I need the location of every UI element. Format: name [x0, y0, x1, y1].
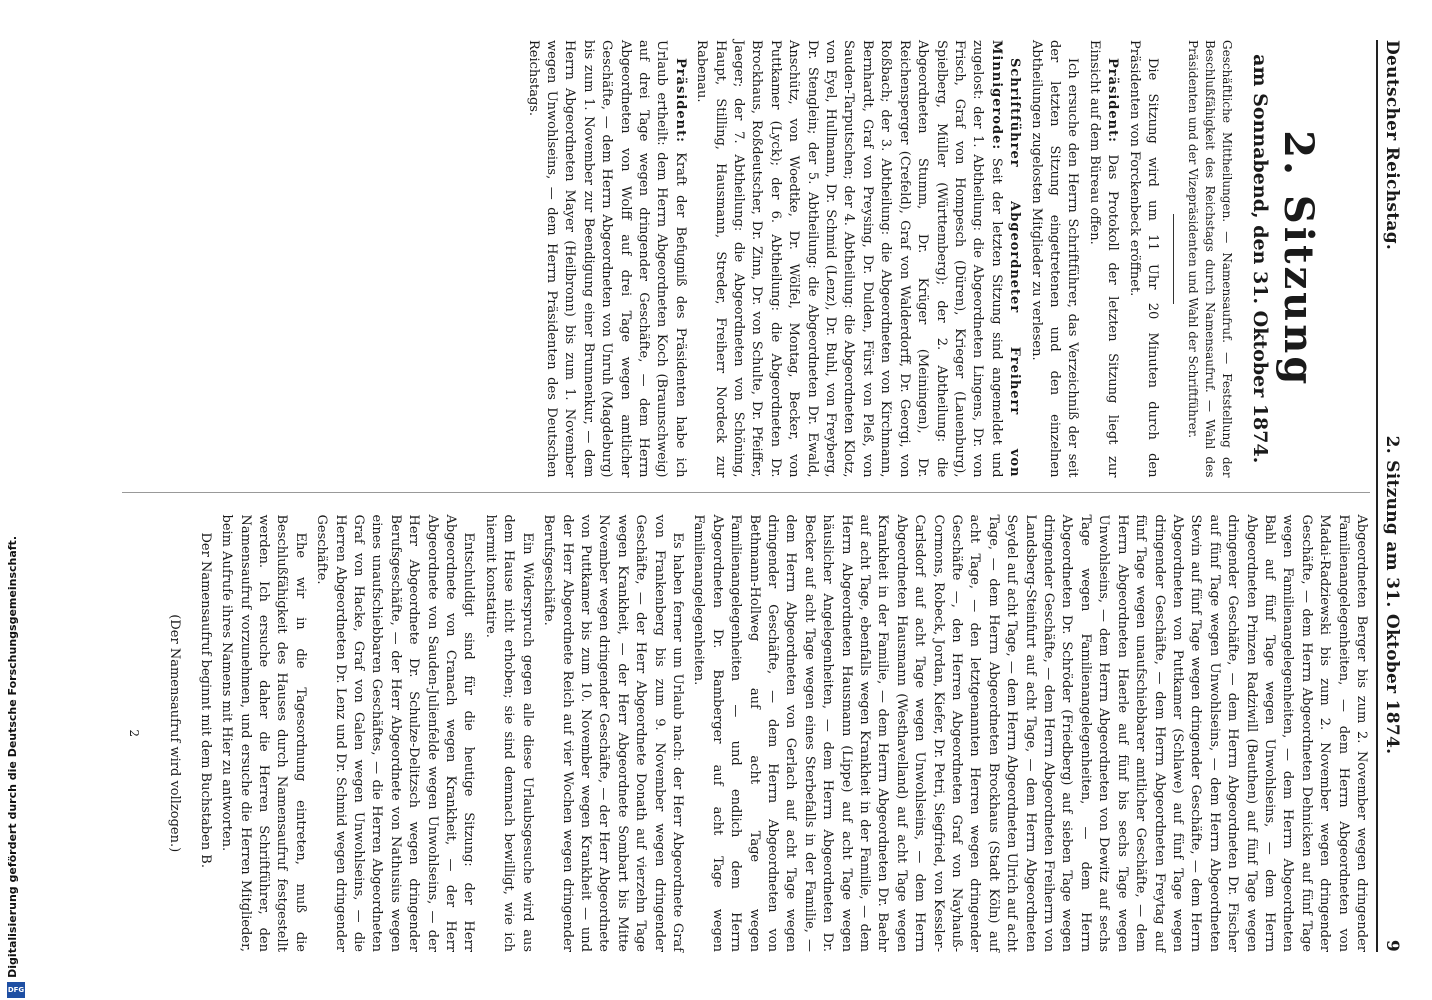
left-column — [122, 40, 1370, 493]
sitting-title: 2. Sitzung — [1275, 130, 1322, 388]
paragraph: Der Namensaufruf beginnt mit dem Buchstaben B. — [197, 532, 213, 868]
paragraph: Ehe wir in die Tagesordnung eintreten, muß die Beschlußfähigkeit des Hauses durch Namensaufruf festgestellt werden. Ich ersuche daher die Herren Schriftführer, den Namensaufruf vorzunehmen, und ersuche die Herren Mitglieder, beim Aufrufe ihres Namens mit Hier zu antworten. — [219, 514, 308, 952]
text-columns — [122, 40, 1370, 952]
running-head — [1376, 40, 1402, 952]
dfg-logo-icon: DFG — [7, 982, 25, 998]
paragraph — [692, 40, 1023, 478]
paragraph: Die Sitzung wird um 11 Uhr 20 Minuten durch den Präsidenten von Forckenbeck eröffnet. — [1126, 40, 1160, 478]
paragraph — [523, 40, 689, 478]
digitization-footer — [6, 0, 26, 1000]
paragraph: Es haben ferner um Urlaub nach: der Herr Abgeordnete Graf von Frankenberg bis zum 9. November wegen dringender Geschäfte, — der Herr Abgeordnete Donath auf vierzehn Tage wegen Krankheit, — der Herr Abgeordnete Sombart bis Mitte November wegen dringender Geschäfte, — der Herr Abgeordnete von Puttkamer bis zum 10. November wegen Krankheit — und der Herr Abgeordnete Reich auf vier Wochen wegen dringender Berufsgeschäfte. — [541, 514, 685, 952]
speaker-label: Schriftführer Abgeordneter Freiherr von Minnigerode: — [988, 40, 1023, 478]
speaker-label: Präsident: — [672, 58, 688, 143]
agenda-summary: Geschäftliche Mittheilungen. — Namensaufruf. — Feststellung der Beschlußfähigkeit des Reichstags durch Namensaufruf. — Wahl des Präsidenten und der Vizepräsidenten und Wahl der Schriftführer. — [1186, 40, 1234, 478]
page-signature: 2 — [127, 729, 141, 738]
right-column — [122, 515, 1370, 953]
paragraph: Ich ersuche den Herrn Schriftführer, das Verzeichniß der seit der letzten Sitzung eingetretenen und den einzelnen Abtheilungen zugelosten Mitglieder zu verlesen. — [1028, 40, 1081, 478]
paragraph — [1084, 40, 1121, 478]
speaker-label: Präsident: — [1105, 58, 1121, 143]
paragraph-text: Seit der letzten Sitzung sind angemeldet und zugelost: der 1. Abtheilung: die Abgeordneten Lingens, Dr. von Frisch, Graf von Hompesch (Düren), Krieger (Lauenburg), Spielberg, Müller (Württemberg); der 2. Abtheilung: die Abgeordneten Stumm, Dr. Krüger (Meiningen), Dr. Reichensperger (Crefeld), Graf von Walderdorff, Dr. Georgi, von Roßbach; der 3. Abtheilung: die Abgeordneten von Kirchmann, Bernhardt, Graf von Preysing, Dr. Dulden, Fürst von Pleß, von Sauden-Tarputschen; der 4. Abtheilung: die Abgeordneten Klotz, von Eyel, Hullmann, Dr. Schmid (Lenz), Dr. Buhl, von Freyberg, Dr. Stenglein; der 5. Abtheilung: die Abgeordneten Dr. Ewald, Anschütz, von Woedtke, Dr. Wölfel, Montag, Becker, von Puttkamer (Lyck); der 6. Abtheilung: die Abgeordneten Dr. Brockhaus, Roßdeutscher, Dr. Zinn, Dr. von Schulte, Dr. Pfeiffer, Jaeger; der 7. Abtheilung: die Abgeordneten von Schöning, Haupt, Stilling, Hausmann, Streder, Freiherr Nordeck zur Rabenau. — [694, 40, 1004, 478]
page-number: 9 — [1382, 939, 1402, 952]
paragraph-text: Das Protokoll der letzten Sitzung liegt zur Einsicht auf dem Büreau offen. — [1086, 40, 1121, 478]
paragraph: Entschuldigt sind für die heutige Sitzung: der Herr Abgeordnete von Cranach wegen Krankheit, — der Herr Abgeordnete von Sauden-Julienfelde wegen Unwohlseins, — der Herr Abgeordnete Dr. Schulze-Delitzsch wegen dringender Berufsgeschäfte, — der Herr Abgeordnete von Nathusius wegen eines unaufschiebbaren Geschäftes, — die Herren Abgeordneten Graf von Hacke, Graf von Galen wegen Unwohlseins, — die Herren Abgeordneten Dr. Lenz und Dr. Schmid wegen dringender Geschäfte. — [314, 514, 477, 952]
paragraph: Abgeordneten Berger bis zum 2. November wegen dringender Familienangelegenheiten, — dem Herrn Abgeordneten von Madai-Radziewski bis zum 2. November wegen dringender Geschäfte, — dem Herrn Abgeordneten Dehnicken auf fünf Tage wegen Familienangelegenheiten, — dem Herrn Abgeordneten Bahl auf fünf Tage wegen Unwohlseins, — dem Herrn Abgeordneten Prinzen Radziwill (Beuthen) auf fünf Tage wegen dringender Geschäfte, — dem Herrn Abgeordneten Dr. Fischer auf fünf Tage wegen Unwohlseins, — dem Herrn Abgeordneten Stevin auf fünf Tage wegen dringender Geschäfte, — dem Herrn Abgeordneten von Puttkamer (Schlawe) auf fünf Tage wegen dringender Geschäfte, — dem Herrn Abgeordneten Freytag auf fünf Tage wegen unaufschiebbarer amtlicher Geschäfte, — dem Herrn Abgeordneten Haerle auf fünf bis sechs Tage wegen Unwohlseins, — dem Herrn Abgeordneten von Dewitz auf sechs Tage wegen Familienangelegenheiten, — dem Herrn Abgeordneten Dr. Schröder (Friedberg) auf sieben Tage wegen dringender Geschäfte, — dem Herrn Abgeordneten Freiherrn von Landsberg-Steinfurt auf acht Tage, — dem Herrn Abgeordneten Seydel auf acht Tage, — dem Herrn Abgeordneten Ulrich auf acht Tage, — dem Herrn Abgeordneten Brockhaus (Stadt Köln) auf acht Tage, — den letztgenannten Herren wegen dringender Geschäfte —, den Herren Abgeordneten Graf von Nayhauß-Cormons, Robeck, Jordan, Kiefer, Dr. Petri, Siegfried, von Kessler-Carlsdorf auf acht Tage wegen Unwohlseins, — dem Herrn Abgeordneten Hausmann (Westhavelland) auf acht Tage wegen Krankheit in der Familie, — dem Herrn Abgeordneten Dr. Baehr auf acht Tage, ebenfalls wegen Krankheit in der Familie, — dem Herrn Abgeordneten Hausmann (Lippe) auf acht Tage wegen häuslicher Angelegenheiten, — dem Herrn Abgeordneten Dr. Becker auf acht Tage wegen eines Sterbefalls in der Familie, — dem Herrn Abgeordneten von Gerlach auf acht Tage wegen dringender Geschäfte, — dem Herrn Abgeordneten von Bethmann-Hollweg auf acht Tage wegen Familienangelegenheiten — und endlich dem Herrn Abgeordneten Dr. Bamberger auf acht Tage wegen Familienangelegenheiten. — [691, 514, 1369, 952]
header-sitting: 2. Sitzung am 31. Oktober 1874. — [1382, 435, 1402, 755]
sitting-date: am Sonnabend, den 31. Oktober 1874. — [1249, 54, 1271, 464]
paragraph: Ein Widerspruch gegen alle diese Urlaubsgesuche wird aus dem Hause nicht erhoben; sie sind demnach bewilligt, wie ich hiermit konstatire. — [482, 514, 535, 952]
closing-note: (Der Namensaufruf wird vollzogen.) — [167, 614, 183, 853]
divider-rule — [1173, 214, 1174, 304]
paragraph-text: Kraft der Befugniß des Präsidenten habe ich Urlaub ertheilt: dem Herrn Abgeordneten Koch (Braunschweig) auf drei Tage wegen dringender Geschäfte, — dem Herrn Abgeordneten von Wolff auf drei Tage wegen amtlicher Geschäfte, — dem Herrn Abgeordneten von Unruh (Magdeburg) bis zum 1. November zur Beendigung einer Brunnenkur, — dem Herrn Abgeordneten Mayer (Heilbronn) bis zum 1. November wegen Unwohlseins, — dem Herrn Präsidenten des Deutschen Reichstags. — [525, 40, 688, 478]
header-publication: Deutscher Reichstag. — [1382, 40, 1402, 251]
funding-credit: Digitalisierung gefördert durch die Deutsche Forschungsgemeinschaft. — [6, 536, 19, 978]
